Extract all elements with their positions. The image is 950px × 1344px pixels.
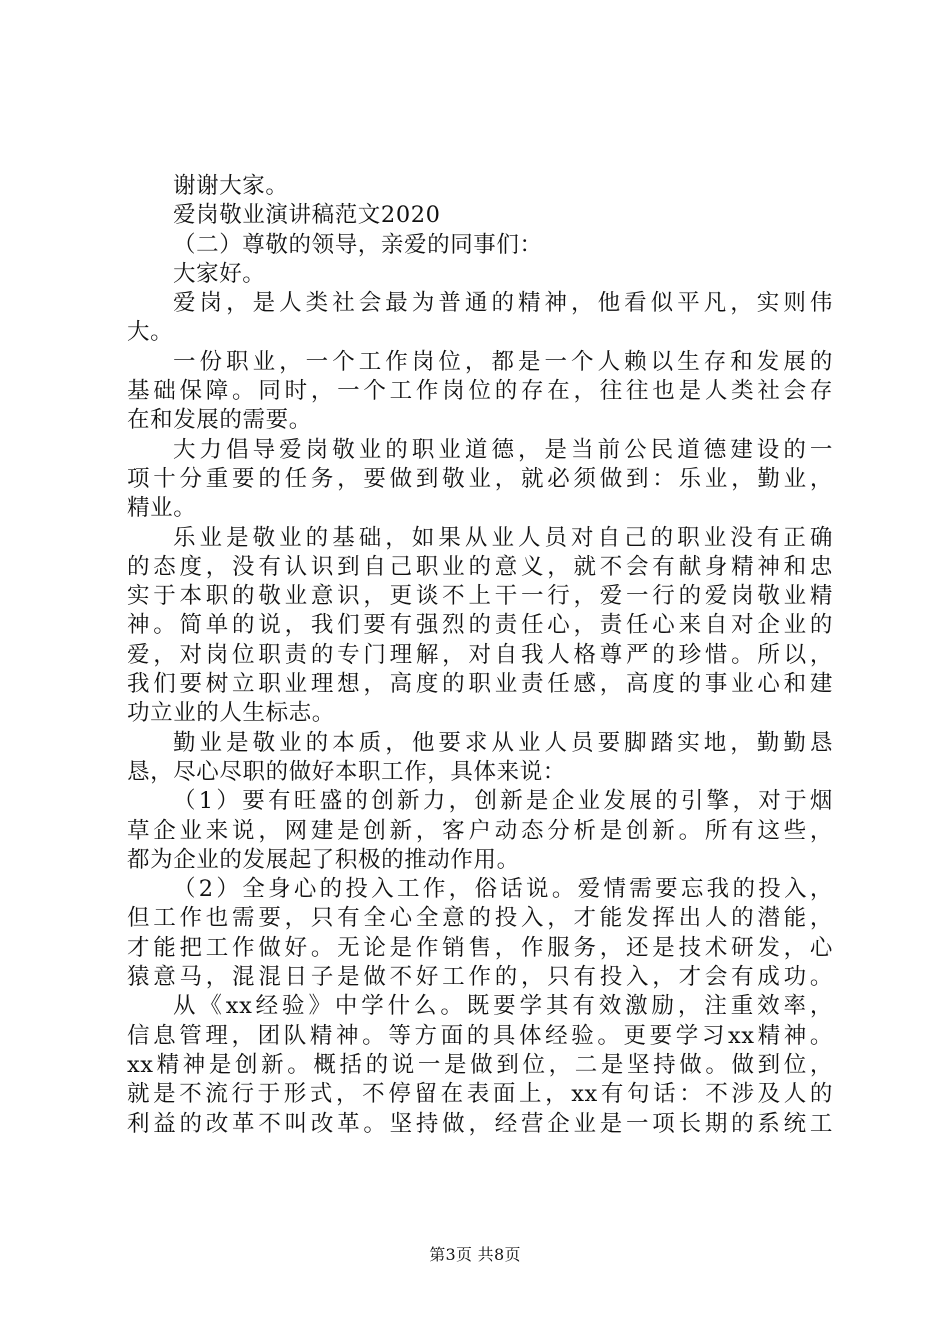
text-line: （二）尊敬的领导，亲爱的同事们： bbox=[173, 231, 543, 258]
text-line: 但工作也需要，只有全心全意的投入，才能发挥出人的潜能， bbox=[127, 905, 833, 932]
text-line: 的态度，没有认识到自己职业的意义，就不会有献身精神和忠 bbox=[127, 553, 833, 580]
text-line: 大力倡导爱岗敬业的职业道德，是当前公民道德建设的一 bbox=[173, 436, 833, 463]
text-line: 都为企业的发展起了积极的推动作用。 bbox=[127, 846, 520, 873]
text-line: 在和发展的需要。 bbox=[127, 407, 312, 434]
text-line: 利益的改革不叫改革。坚持做，经营企业是一项长期的系统工 bbox=[127, 1110, 833, 1137]
text-line: 草企业来说，网建是创新，客户动态分析是创新。所有这些， bbox=[127, 817, 833, 844]
text-line: 勤业是敬业的本质，他要求从业人员要脚踏实地，勤勤恳 bbox=[173, 729, 833, 756]
text-line: 信息管理，团队精神。等方面的具体经验。更要学习xx精神。 bbox=[127, 1022, 833, 1049]
text-line: 项十分重要的任务，要做到敬业，就必须做到：乐业，勤业， bbox=[127, 465, 833, 492]
text-line: xx精神是创新。概括的说一是做到位，二是坚持做。做到位， bbox=[127, 1051, 833, 1078]
text-line: 恳，尽心尽职的做好本职工作，具体来说： bbox=[127, 758, 566, 785]
document-body bbox=[127, 172, 833, 1139]
page-footer: 第3页 共8页 bbox=[429, 1245, 521, 1264]
text-line: 一份职业，一个工作岗位，都是一个人赖以生存和发展的 bbox=[173, 348, 833, 375]
text-line: （1）要有旺盛的创新力，创新是企业发展的引擎，对于烟 bbox=[173, 788, 833, 815]
text-line: 精业。 bbox=[127, 495, 197, 522]
text-line: 我们要树立职业理想，高度的职业责任感，高度的事业心和建 bbox=[127, 671, 833, 698]
text-line: 从《xx经验》中学什么。既要学其有效激励，注重效率， bbox=[173, 993, 833, 1020]
text-line: 大。 bbox=[127, 319, 174, 346]
text-line: 神。简单的说，我们要有强烈的责任心，责任心来自对企业的 bbox=[127, 612, 833, 639]
text-line: （2）全身心的投入工作，俗话说。爱情需要忘我的投入， bbox=[173, 876, 833, 903]
text-line: 基础保障。同时，一个工作岗位的存在，往往也是人类社会存 bbox=[127, 378, 833, 405]
text-line: 谢谢大家。 bbox=[173, 173, 289, 199]
text-line: 就是不流行于形式，不停留在表面上，xx有句话：不涉及人的 bbox=[127, 1081, 833, 1108]
text-line: 实于本职的敬业意识，更谈不上干一行，爱一行的爱岗敬业精 bbox=[127, 583, 833, 610]
text-line: 爱，对岗位职责的专门理解，对自我人格尊严的珍惜。所以， bbox=[127, 641, 833, 668]
text-line: 大家好。 bbox=[173, 260, 266, 287]
text-line: 功立业的人生标志。 bbox=[127, 700, 335, 727]
text-line: 猿意马，混混日子是做不好工作的，只有投入，才会有成功。 bbox=[127, 964, 833, 991]
text-line: 爱岗敬业演讲稿范文2020 bbox=[173, 202, 441, 229]
text-line: 才能把工作做好。无论是作销售，作服务，还是技术研发，心 bbox=[127, 934, 833, 961]
text-line: 乐业是敬业的基础，如果从业人员对自己的职业没有正确 bbox=[173, 524, 833, 551]
text-line: 爱岗，是人类社会最为普通的精神，他看似平凡，实则伟 bbox=[173, 290, 833, 317]
